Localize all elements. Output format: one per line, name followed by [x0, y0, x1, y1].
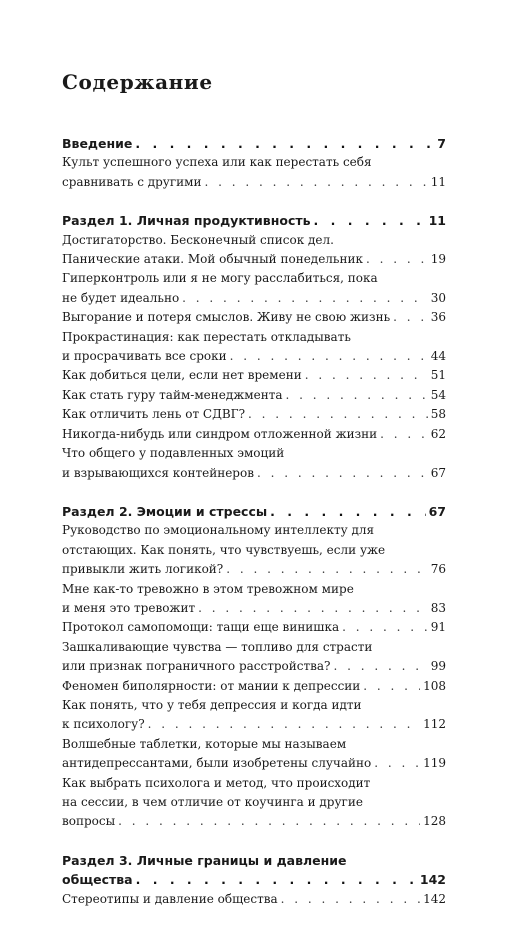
- entry-title: сравнивать с другими: [62, 174, 202, 189]
- page-number: 44: [430, 349, 446, 364]
- dot-leader: [148, 715, 420, 734]
- toc-entry[interactable]: [62, 328, 446, 367]
- entry-title: и просрачивать все сроки: [62, 349, 227, 364]
- toc-entry[interactable]: [62, 366, 446, 385]
- dot-leader: [270, 502, 425, 521]
- entry-line: [62, 153, 446, 172]
- section-heading[interactable]: [62, 134, 446, 153]
- page-number: 7: [437, 136, 446, 151]
- dot-leader: [257, 464, 428, 483]
- dot-leader: [230, 347, 428, 366]
- toc-entry[interactable]: [62, 696, 446, 735]
- toc-entry[interactable]: [62, 444, 446, 483]
- page-number: 91: [430, 620, 446, 635]
- entry-line: [62, 793, 446, 812]
- toc-section: [62, 851, 446, 909]
- entry-line: [62, 812, 446, 831]
- entry-title: Как стать гуру тайм-менеджмента: [62, 387, 283, 402]
- entry-line: [62, 269, 446, 288]
- page-number: 67: [428, 503, 446, 519]
- entry-title: не будет идеально: [62, 290, 180, 305]
- entry-title: Руководство по эмоциональному интеллекту для: [62, 523, 375, 538]
- toc-entry[interactable]: [62, 677, 446, 696]
- toc-entry[interactable]: [62, 386, 446, 405]
- toc-entry[interactable]: [62, 269, 446, 308]
- dot-leader: [248, 405, 428, 424]
- page-number: 36: [430, 310, 446, 325]
- entry-line: [62, 618, 446, 637]
- entry-title: Зашкаливающие чувства — топливо для страсти: [62, 639, 373, 654]
- entry-title: Волшебные таблетки, которые мы называем: [62, 736, 347, 751]
- entry-line: [62, 425, 446, 444]
- page-number: 112: [423, 717, 446, 732]
- entry-title: Протокол самопомощи: тащи еще винишка: [62, 620, 340, 635]
- table-of-contents: [62, 134, 446, 928]
- page-number: 142: [419, 872, 446, 888]
- dot-leader: [135, 134, 434, 153]
- entry-line: [62, 405, 446, 424]
- page-number: 11: [430, 174, 446, 189]
- entry-line: [62, 541, 446, 560]
- toc-entry[interactable]: [62, 774, 446, 832]
- dot-leader: [182, 289, 428, 308]
- entry-title: Выгорание и потеря смыслов. Живу не свою жизнь: [62, 310, 391, 325]
- entry-line: [62, 599, 446, 618]
- section-title: Раздел 1. Личная продуктивность: [62, 213, 311, 229]
- entry-title: или признак пограничного расстройства?: [62, 659, 331, 674]
- entry-line: [62, 774, 446, 793]
- entry-line: [62, 386, 446, 405]
- page-number: 58: [430, 407, 446, 422]
- toc-section: [62, 134, 446, 192]
- entry-line: [62, 677, 446, 696]
- toc-entry[interactable]: [62, 425, 446, 444]
- dot-leader: [118, 812, 420, 831]
- entry-line: [62, 580, 446, 599]
- dot-leader: [380, 425, 428, 444]
- page-number: 30: [430, 290, 446, 305]
- dot-leader: [198, 599, 428, 618]
- entry-title: Гиперконтроль или я не могу расслабиться, пока: [62, 271, 378, 286]
- entry-line: [62, 347, 446, 366]
- page-number: 99: [430, 659, 446, 674]
- dot-leader: [366, 250, 428, 269]
- entry-title: Как понять, что у тебя депрессия и когда идти: [62, 697, 362, 712]
- entry-line: [62, 173, 446, 192]
- entry-title: Что общего у подавленных эмоций: [62, 446, 285, 461]
- entry-title: Как отличить лень от СДВГ?: [62, 407, 246, 422]
- page-number: 76: [430, 562, 446, 577]
- entry-title: и меня это тревожит: [62, 600, 196, 615]
- dot-leader: [363, 677, 420, 696]
- entry-line: [62, 328, 446, 347]
- section-heading[interactable]: [62, 502, 446, 521]
- toc-entry[interactable]: [62, 308, 446, 327]
- toc-section: [62, 502, 446, 832]
- toc-entry[interactable]: [62, 153, 446, 192]
- entry-line: [62, 560, 446, 579]
- page-number: 51: [430, 368, 446, 383]
- section-title: Введение: [62, 136, 133, 151]
- entry-title: к психологу?: [62, 717, 145, 732]
- entry-line: [62, 696, 446, 715]
- page-number: 142: [423, 891, 446, 906]
- entry-line: [62, 366, 446, 385]
- entry-title: Как выбрать психолога и метод, что происходит: [62, 775, 371, 790]
- dot-leader: [136, 870, 417, 889]
- toc-entry[interactable]: [62, 735, 446, 774]
- entry-title: привыкли жить логикой?: [62, 562, 224, 577]
- page-number: 119: [423, 756, 446, 771]
- dot-leader: [205, 173, 428, 192]
- section-heading[interactable]: [62, 211, 446, 230]
- dot-leader: [305, 366, 428, 385]
- dot-leader: [281, 890, 420, 909]
- dot-leader: [342, 618, 428, 637]
- entry-line: [62, 211, 446, 230]
- dot-leader: [314, 211, 426, 230]
- toc-entry[interactable]: [62, 618, 446, 637]
- entry-line: [62, 735, 446, 754]
- toc-entry[interactable]: [62, 890, 446, 909]
- entry-line: [62, 289, 446, 308]
- toc-entry[interactable]: [62, 521, 446, 579]
- toc-entry[interactable]: [62, 638, 446, 677]
- entry-line: [62, 134, 446, 153]
- dot-leader: [286, 386, 428, 405]
- section-title: Раздел 2. Эмоции и стрессы: [62, 503, 268, 519]
- page-number: 11: [428, 213, 446, 229]
- page-number: 128: [423, 814, 446, 829]
- entry-line: [62, 638, 446, 657]
- entry-line: [62, 851, 446, 870]
- dot-leader: [393, 308, 428, 327]
- entry-line: [62, 231, 446, 250]
- page-number: 108: [423, 678, 446, 693]
- toc-section: [62, 211, 446, 483]
- entry-line: [62, 715, 446, 734]
- page-number: 83: [430, 600, 446, 615]
- entry-title: вопросы: [62, 814, 116, 829]
- page-number: 67: [430, 465, 446, 480]
- entry-title: Как добиться цели, если нет времени: [62, 368, 302, 383]
- page-number: 19: [430, 252, 446, 267]
- dot-leader: [226, 560, 427, 579]
- entry-title: Прокрастинация: как перестать откладывать: [62, 329, 351, 344]
- toc-entry[interactable]: [62, 405, 446, 424]
- section-title: Раздел 3. Личные границы и давление: [62, 852, 347, 868]
- entry-line: [62, 502, 446, 521]
- entry-title: Культ успешного успеха или как перестать себя: [62, 155, 372, 170]
- section-title: общества: [62, 872, 133, 888]
- entry-line: [62, 870, 446, 889]
- entry-title: антидепрессантами, были изобретены случайно: [62, 756, 372, 771]
- entry-line: [62, 890, 446, 909]
- entry-title: отстающих. Как понять, что чувствуешь, если уже: [62, 542, 386, 557]
- page-number: 62: [430, 426, 446, 441]
- dot-leader: [333, 657, 427, 676]
- page-number: 54: [430, 387, 446, 402]
- entry-title: Стереотипы и давление общества: [62, 891, 278, 906]
- toc-entry[interactable]: [62, 231, 446, 270]
- entry-line: [62, 308, 446, 327]
- entry-line: [62, 250, 446, 269]
- entry-line: [62, 521, 446, 540]
- entry-line: [62, 464, 446, 483]
- entry-line: [62, 754, 446, 773]
- entry-title: Мне как-то тревожно в этом тревожном мире: [62, 581, 354, 596]
- entry-title: Достигаторство. Бесконечный список дел.: [62, 232, 334, 247]
- entry-title: и взрывающихся контейнеров: [62, 465, 254, 480]
- entry-line: [62, 444, 446, 463]
- toc-entry[interactable]: [62, 580, 446, 619]
- entry-line: [62, 657, 446, 676]
- page-title: Содержание: [62, 70, 213, 94]
- entry-title: Феномен биполярности: от мании к депрессии: [62, 678, 361, 693]
- entry-title: на сессии, в чем отличие от коучинга и другие: [62, 795, 363, 809]
- entry-title: Панические атаки. Мой обычный понедельник: [62, 252, 363, 267]
- section-heading[interactable]: [62, 851, 446, 890]
- dot-leader: [374, 754, 420, 773]
- entry-title: Никогда-нибудь или синдром отложенной жизни: [62, 426, 378, 441]
